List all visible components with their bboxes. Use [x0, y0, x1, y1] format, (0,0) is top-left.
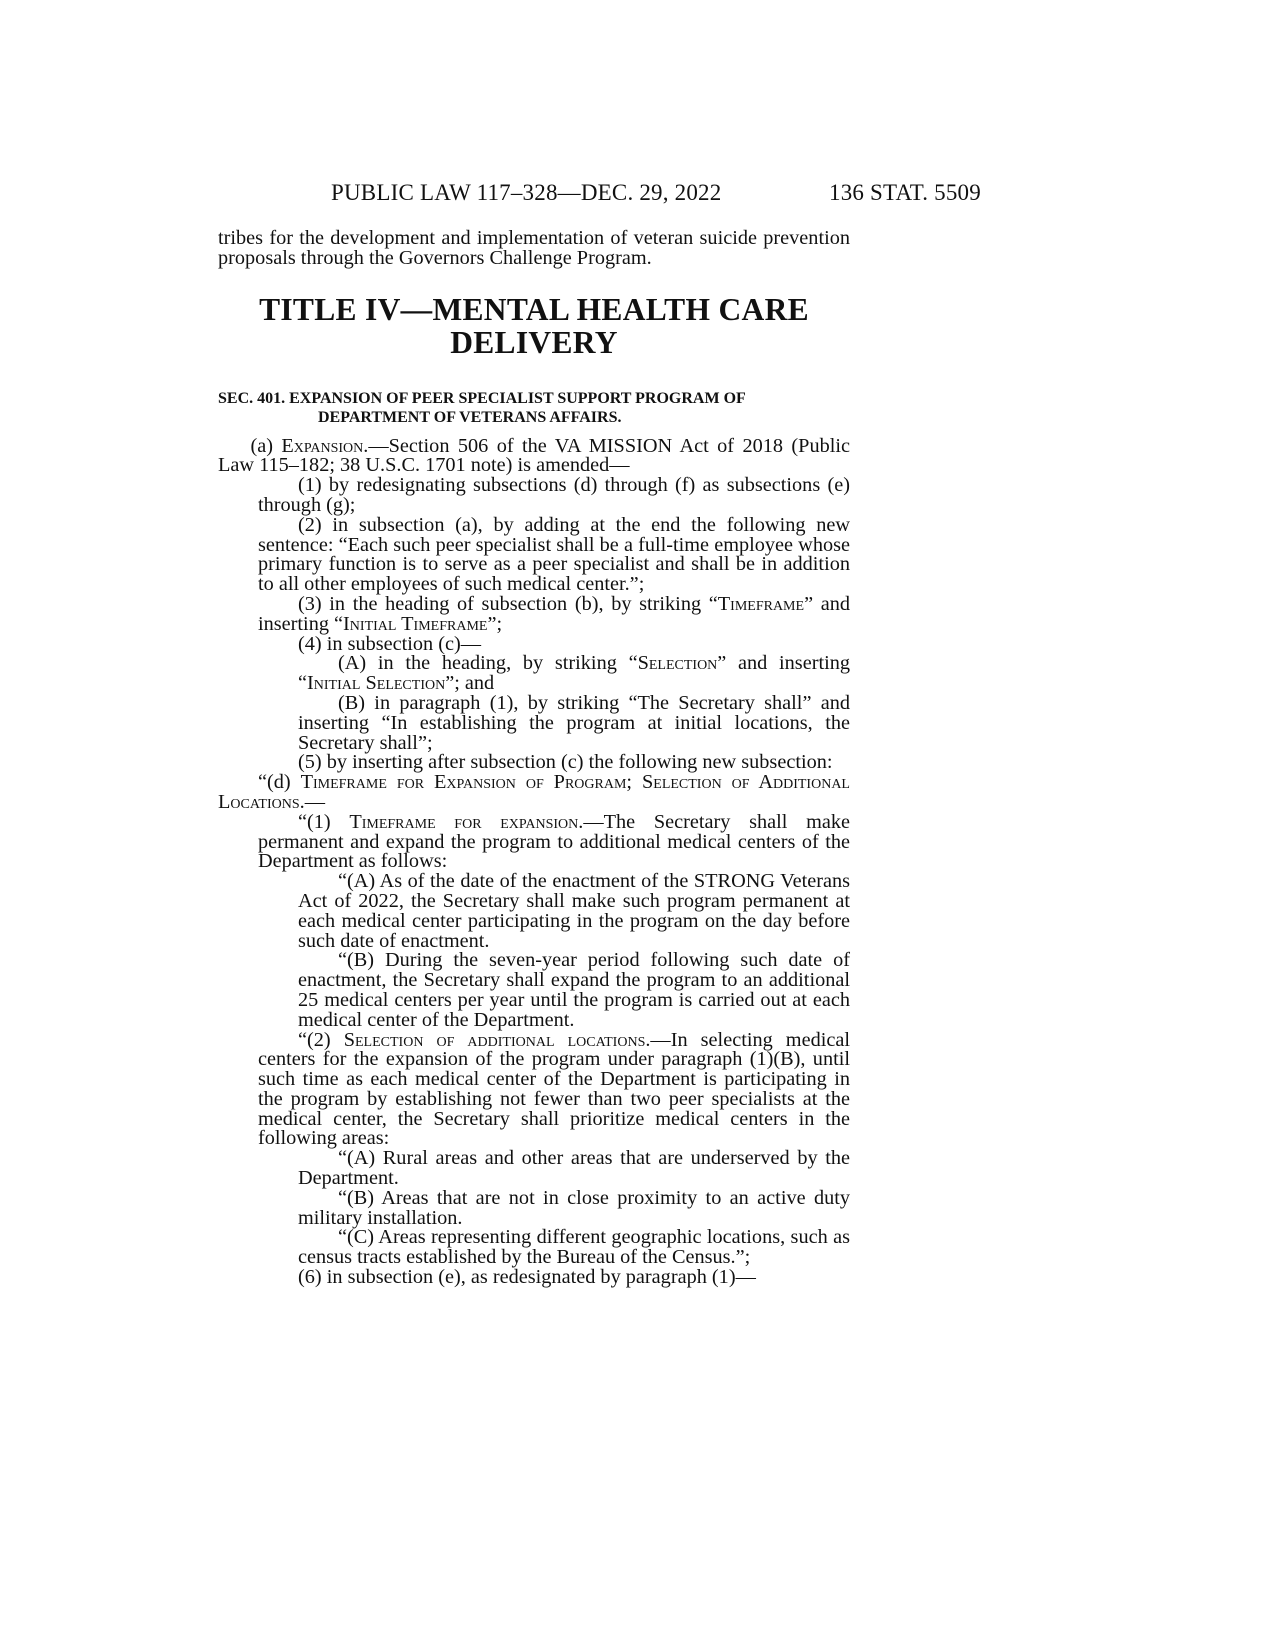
- subsection-d: [218, 773, 850, 813]
- paragraph-d-1-B: “(B) During the seven-year period following such date of enactment, the Secretary shall expand the program to an additional 25 medical centers per year until the program is carried out at each medical center of the Department.: [298, 949, 850, 1031]
- title-heading: [218, 293, 850, 359]
- paragraph-d-2: [258, 1028, 850, 1150]
- paragraph-3-text-c: ”;: [487, 612, 503, 635]
- paragraph-1: (1) by redesignating subsections (d) through (f) as subsections (e) through (g);: [258, 474, 850, 516]
- paragraph-3-struck-heading: Timeframe: [717, 592, 805, 615]
- paragraph-6: (6) in subsection (e), as redesignated by paragraph (1)—: [298, 1266, 756, 1289]
- page-header: [0, 180, 1275, 210]
- paragraph-d-2-label: “(2): [298, 1028, 344, 1051]
- subsection-d-dash: .—: [299, 790, 325, 813]
- paragraph-3: [258, 592, 850, 635]
- paragraph-d-1-label: “(1): [298, 810, 350, 833]
- paragraph-5: (5) by inserting after subsection (c) the following new subsection:: [298, 751, 833, 774]
- subsection-a-label: (a): [250, 434, 282, 457]
- paragraph-d-1-text: .—The Secretary shall make permanent and expand the program to additional medical centers of the Department as follows:: [258, 810, 850, 873]
- document-body: [218, 229, 850, 1288]
- paragraph-2: (2) in subsection (a), by adding at the end the following new sentence: “Each such peer specialist shall be a full-time employee whose primary function is to serve as a peer specialist and shall be in addition to all other employees of such medical center.”;: [258, 513, 850, 596]
- subsection-d-label: “(d): [258, 771, 301, 794]
- subsection-a-text: .—Section 506 of the VA MISSION Act of 2018 (Public Law 115–182; 38 U.S.C. 1701 note) is amended—: [218, 434, 850, 477]
- paragraph-3-inserted-heading: Initial Timeframe: [343, 612, 488, 635]
- running-head: PUBLIC LAW 117–328—DEC. 29, 2022: [331, 180, 722, 205]
- paragraph-3-text-b: ” and inserting “: [258, 592, 850, 635]
- paragraph-3-text-a: (3) in the heading of subsection (b), by striking “: [298, 592, 718, 615]
- section-heading: SEC. 401. EXPANSION OF PEER SPECIALIST SUPPORT PROGRAM OF DEPARTMENT OF VETERANS AFFAIRS.: [218, 389, 746, 426]
- subsection-a: [218, 434, 850, 477]
- paragraph-d-1-caption: Timeframe for expansion: [349, 810, 579, 833]
- paragraph-4-A-text-b: ” and inserting “: [298, 652, 851, 695]
- paragraph-4-A-struck-heading: Selection: [637, 652, 718, 675]
- paragraph-4-B: (B) in paragraph (1), by striking “The Secretary shall” and inserting “In establishing the program at initial locations, the Secretary shall”;: [298, 691, 850, 754]
- paragraph-d-2-A: “(A) Rural areas and other areas that are underserved by the Department.: [298, 1147, 850, 1190]
- paragraph-4: (4) in subsection (c)—: [298, 632, 482, 655]
- paragraph-d-2-C: “(C) Areas representing different geographic locations, such as census tracts established by the Bureau of the Census.”;: [298, 1226, 850, 1269]
- paragraph-4-A: [298, 654, 850, 694]
- paragraph-d-1: [258, 810, 850, 873]
- subsection-d-caption: Timeframe for Expansion of Program; Selection of Additional Locations: [218, 771, 850, 813]
- continuation-paragraph: tribes for the development and implementation of veteran suicide prevention proposals through the Governors Challenge Program.: [218, 227, 850, 269]
- paragraph-4-A-text-a: (A) in the heading, by striking “: [338, 652, 638, 675]
- paragraph-d-1-A: “(A) As of the date of the enactment of the STRONG Veterans Act of 2022, the Secretary shall make such program permanent at each medical center participating in the program on the day before such date of enactment.: [298, 870, 850, 952]
- page-number: 136 STAT. 5509: [829, 180, 981, 205]
- title-line-1: TITLE IV—MENTAL HEALTH CARE: [259, 291, 809, 327]
- paragraph-4-A-text-c: ”; and: [445, 672, 495, 695]
- paragraph-d-2-caption: Selection of additional locations: [343, 1028, 646, 1051]
- paragraph-d-2-text: .—In selecting medical centers for the expansion of the program under paragraph (1)(B), until such time as each medical center of the Department is participating in the program by establishing not fewer than two peer specialists at the medical center, the Secretary shall prioritize medical centers in the following areas:: [258, 1028, 850, 1150]
- paragraph-d-2-B: “(B) Areas that are not in close proximity to an active duty military installation.: [298, 1186, 850, 1229]
- title-line-2: DELIVERY: [450, 324, 618, 360]
- paragraph-4-A-inserted-heading: Initial Selection: [307, 672, 446, 695]
- subsection-a-caption: Expansion: [281, 434, 364, 457]
